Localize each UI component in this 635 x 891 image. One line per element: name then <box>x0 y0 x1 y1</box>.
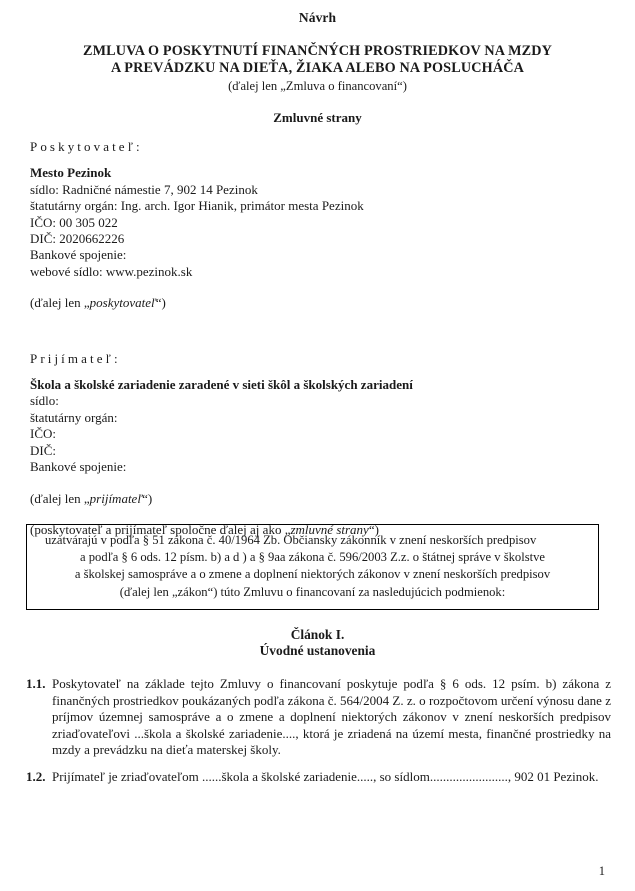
page-number: 1 <box>598 864 605 878</box>
article-heading <box>0 627 635 659</box>
recipient-alias-suffix: “) <box>142 490 153 506</box>
recipient-alias-note <box>30 491 605 507</box>
provider-section <box>30 139 605 312</box>
joint-note-prefix: (poskytovateľ a prijímateľ spoločne ďalej aj ako „ <box>30 521 291 537</box>
provider-detail-line: sídlo: Radničné námestie 7, 902 14 Pezinok <box>30 181 258 197</box>
recipient-role-label <box>30 351 605 367</box>
article-name: Úvodné ustanovenia <box>259 643 376 658</box>
citation-line: a podľa § 6 ods. 12 písm. b) a d ) a § 9aa zákona č. 596/2003 Z.z. o štátnej správe v školstve <box>79 550 546 565</box>
clause-number: 1.1. <box>26 676 46 691</box>
recipient-role-colon: : <box>113 350 118 366</box>
provider-detail-line: DIČ: 2020662226 <box>30 231 125 247</box>
parties-heading: Zmluvné strany <box>273 110 362 125</box>
recipient-role-text: Prijímateľ <box>30 350 114 366</box>
document-kind-label: Návrh <box>298 10 337 25</box>
provider-detail-line: webové sídlo: www.pezinok.sk <box>30 263 193 279</box>
provider-alias-suffix: “) <box>155 295 166 311</box>
provider-alias-note <box>30 295 605 311</box>
recipient-alias-term: prijímateľ <box>89 490 143 506</box>
clause-item <box>26 676 611 759</box>
citation-line: (ďalej len „zákon“) túto Zmluvu o financovaní za nasledujúcich podmienok: <box>119 584 506 599</box>
provider-detail-line: IČO: 00 305 022 <box>30 214 118 230</box>
provider-role-colon: : <box>136 139 140 154</box>
recipient-detail-line: DIČ: <box>30 442 56 458</box>
clause-item <box>26 769 611 786</box>
joint-note-term: zmluvné strany <box>290 521 369 537</box>
clause-text: Poskytovateľ na základe tejto Zmluvy o financovaní poskytuje podľa § 6 ods. 12 psím. b) zákona z finančných prostriedkov poukázaných podľa zákona č. 564/2004 Z. z. o rozpočtovom určení výnosu dane z príjmov územnej samospráve a o zmene a doplnení niektorých zákonov v znení neskorších predpisov zriaďovateľovi ...škola a školské zariadenie...., ktorá je zriadená na území mesta, finančné prostriedky na mzdy a prevádzku na dieťa materskej školy. <box>52 676 611 758</box>
document-title-subtitle: (ďalej len „Zmluva o financovaní“) <box>228 79 407 93</box>
legal-citation-box <box>26 521 599 610</box>
recipient-details <box>30 393 605 475</box>
clause-number: 1.2. <box>26 768 46 784</box>
recipient-detail-line: štatutárny orgán: <box>30 409 118 425</box>
provider-detail-line: Bankové spojenie: <box>30 247 127 263</box>
recipient-detail-line: sídlo: <box>30 393 59 409</box>
provider-role-label <box>30 139 605 155</box>
provider-name: Mesto Pezinok <box>30 165 112 181</box>
document-title-line-2: A PREVÁDZKU NA DIEŤA, ŽIAKA ALEBO NA POSLUCHÁČA <box>110 60 525 76</box>
clause-text: Prijímateľ je zriaďovateľom ......škola a školské zariadenie....., so sídlom........................, 902 01 Pezinok. <box>52 768 599 784</box>
recipient-detail-line: Bankové spojenie: <box>30 459 127 475</box>
section-gap <box>0 312 635 338</box>
provider-detail-line: štatutárny orgán: Ing. arch. Igor Hianik, primátor mesta Pezinok <box>30 198 364 214</box>
joint-note-suffix: “) <box>368 521 379 537</box>
recipient-section <box>30 351 605 539</box>
provider-role-text: Poskytovateľ <box>30 139 137 154</box>
provider-details <box>30 182 605 280</box>
provider-alias-prefix: (ďalej len „ <box>30 295 90 311</box>
recipient-name: Škola a školské zariadenie zaradené v sieti škôl a školských zariadení <box>30 377 413 393</box>
citation-line: a školskej samospráve a o zmene a doplnení niektorých zákonov v znení neskorších predpisov <box>74 567 551 582</box>
recipient-detail-line: IČO: <box>30 426 56 442</box>
document-title-block <box>0 43 635 94</box>
provider-alias-term: poskytovateľ <box>89 295 156 311</box>
article-number: Článok I. <box>290 627 345 642</box>
clause-list <box>26 676 611 796</box>
recipient-alias-prefix: (ďalej len „ <box>30 490 90 506</box>
document-title-line-1: ZMLUVA O POSKYTNUTÍ FINANČNÝCH PROSTRIEDKOV NA MZDY <box>82 43 553 59</box>
citation-line: uzatvárajú v podľa § 51 zákona č. 40/1964 Zb. Občiansky zákonník v znení neskorších predpisov <box>45 533 537 547</box>
